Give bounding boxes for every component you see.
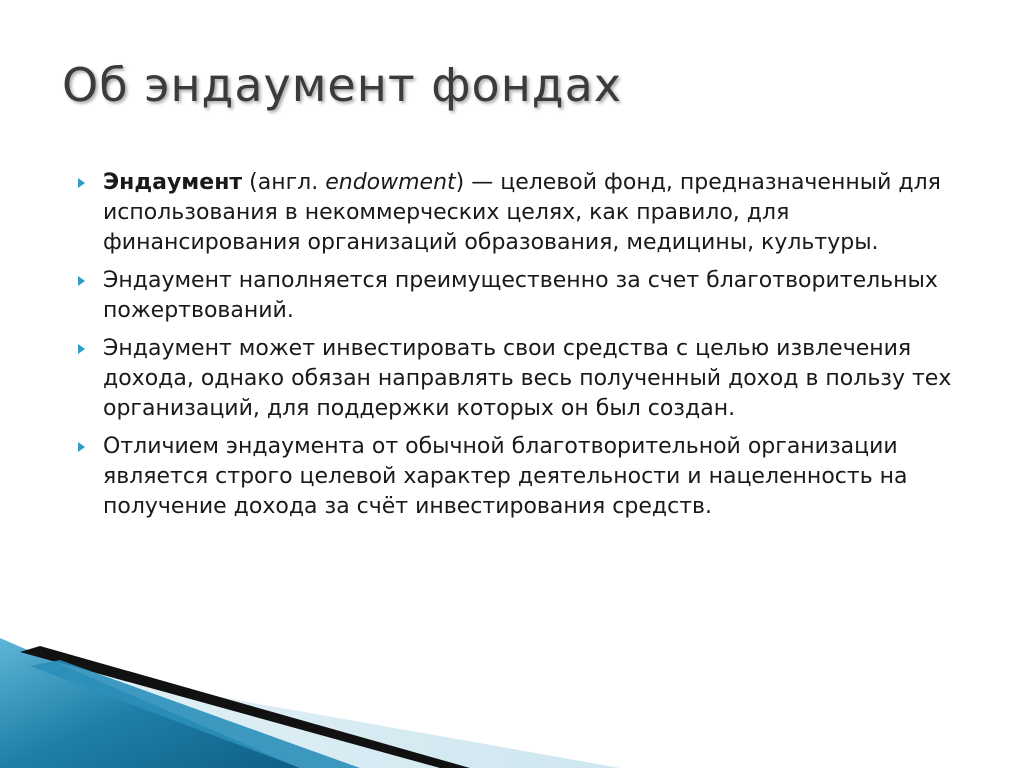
bullet-arrow-icon <box>78 178 85 188</box>
bullet-text: Эндаумент может инвестировать свои средства с целью извлечения дохода, однако обязан направлять весь полученный доход в пользу тех организаций, для поддержки которых он был создан. <box>103 336 952 421</box>
bullet-item-investing <box>78 334 978 424</box>
bullet-arrow-icon <box>78 442 85 452</box>
slide-title: Об эндаумент фондах <box>62 58 622 112</box>
term-foreign: endowment <box>325 170 456 195</box>
bullet-arrow-icon <box>78 344 85 354</box>
term-pre: (англ. <box>242 170 326 195</box>
decorative-wave <box>0 638 1024 768</box>
bullet-list <box>78 168 978 530</box>
bullet-arrow-icon <box>78 276 85 286</box>
bullet-text: Эндаумент наполняется преимущественно за счет благотворительных пожертвований. <box>103 268 938 323</box>
bullet-text: Отличием эндаумента от обычной благотворительной организации является строго целевой характер деятельности и нацеленность на получение дохода за счёт инвестирования средств. <box>103 434 908 519</box>
bullet-item-funding <box>78 266 978 326</box>
term-definition: ) — целевой фонд, предназначенный для использования в некоммерческих целях, как правило, для финансирования организаций образования, медицины, культуры. <box>103 170 941 255</box>
term-bold: Эндаумент <box>103 170 243 195</box>
bullet-item-difference <box>78 432 978 522</box>
bullet-item-definition <box>78 168 978 258</box>
